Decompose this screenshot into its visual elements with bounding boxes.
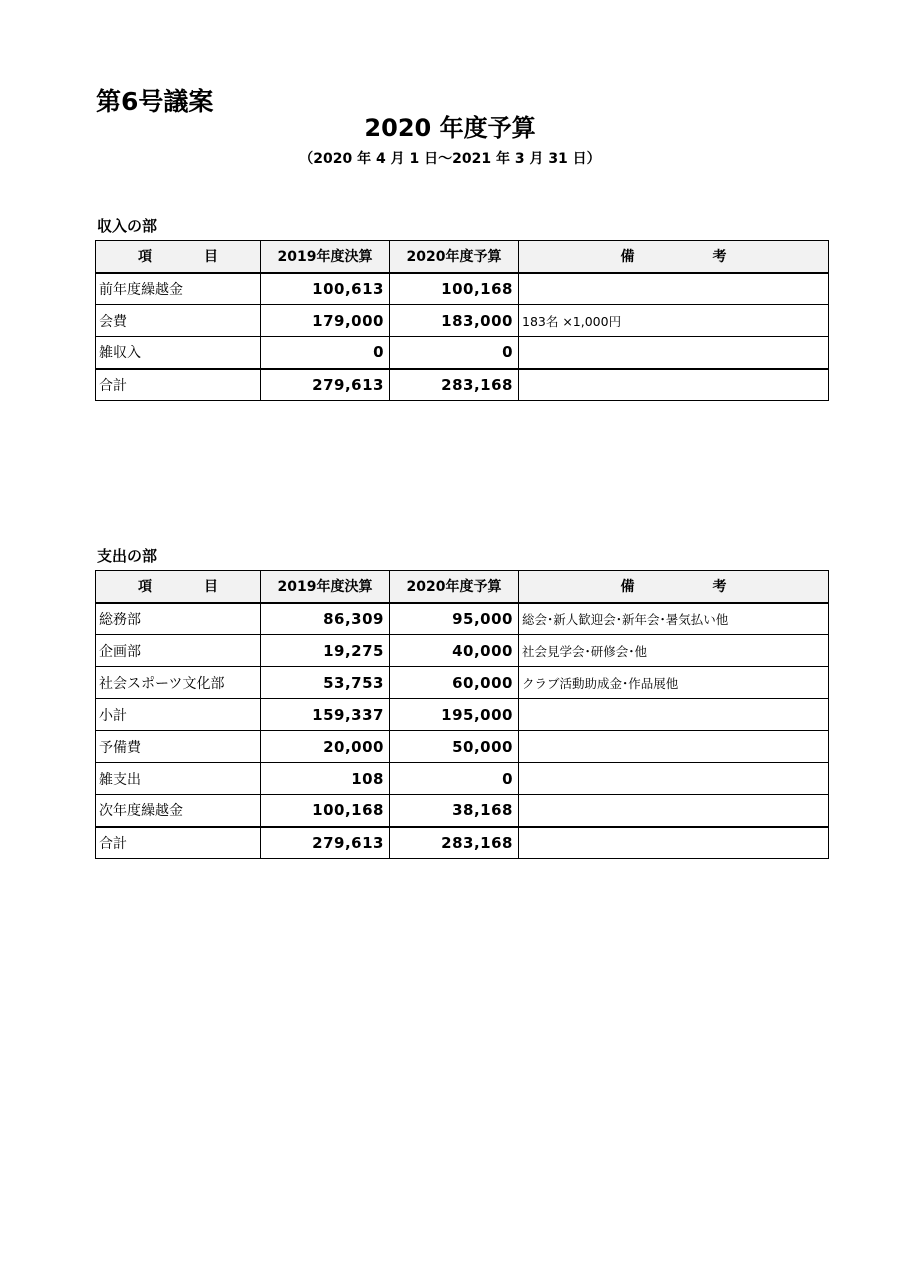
expense-section-title: 支出の部 xyxy=(97,547,158,565)
row-2019-actual: 19,275 xyxy=(261,635,390,667)
total-row xyxy=(96,369,829,401)
header-2020-budget: 2020年度予算 xyxy=(390,571,519,603)
table-row xyxy=(96,763,829,795)
row-item: 予備費 xyxy=(96,731,261,763)
header-remarks xyxy=(519,241,829,273)
row-2020-budget: 283,168 xyxy=(390,369,519,401)
expense-header-row xyxy=(96,571,829,603)
income-header-row xyxy=(96,241,829,273)
row-2020-budget: 40,000 xyxy=(390,635,519,667)
row-2019-actual: 100,168 xyxy=(261,795,390,827)
total-row xyxy=(96,827,829,859)
table-row xyxy=(96,305,829,337)
row-remarks xyxy=(519,763,829,795)
header-item-b: 目 xyxy=(204,579,218,596)
row-2019-actual: 179,000 xyxy=(261,305,390,337)
agenda-number: 第6号議案 xyxy=(96,87,214,116)
row-item: 次年度繰越金 xyxy=(96,795,261,827)
table-row xyxy=(96,795,829,827)
row-2019-actual: 100,613 xyxy=(261,273,390,305)
header-item xyxy=(96,571,261,603)
row-remarks xyxy=(519,337,829,369)
row-2020-budget: 0 xyxy=(390,763,519,795)
header-item-b: 目 xyxy=(204,249,218,266)
table-row xyxy=(96,603,829,635)
table-row xyxy=(96,337,829,369)
row-2020-budget: 38,168 xyxy=(390,795,519,827)
table-row xyxy=(96,273,829,305)
fiscal-period: （2020 年 4 月 1 日～2021 年 3 月 31 日） xyxy=(299,151,601,167)
row-remarks xyxy=(519,273,829,305)
row-2019-actual: 159,337 xyxy=(261,699,390,731)
row-remarks xyxy=(519,731,829,763)
row-2020-budget: 195,000 xyxy=(390,699,519,731)
expense-table xyxy=(95,570,829,859)
row-2019-actual: 108 xyxy=(261,763,390,795)
row-item: 会費 xyxy=(96,305,261,337)
income-table xyxy=(95,240,829,401)
income-section-title: 収入の部 xyxy=(97,217,158,235)
header-remarks-a: 備 xyxy=(620,579,635,596)
row-item: 前年度繰越金 xyxy=(96,273,261,305)
row-remarks: 総会･新人歓迎会･新年会･暑気払い他 xyxy=(519,603,829,635)
row-2020-budget: 50,000 xyxy=(390,731,519,763)
row-2020-budget: 183,000 xyxy=(390,305,519,337)
header-2020-budget: 2020年度予算 xyxy=(390,241,519,273)
row-remarks xyxy=(519,795,829,827)
row-2019-actual: 279,613 xyxy=(261,369,390,401)
row-item: 社会スポーツ文化部 xyxy=(96,667,261,699)
row-2019-actual: 86,309 xyxy=(261,603,390,635)
row-remarks xyxy=(519,369,829,401)
header-remarks xyxy=(519,571,829,603)
header-2019-actual: 2019年度決算 xyxy=(261,241,390,273)
table-row xyxy=(96,731,829,763)
header-item xyxy=(96,241,261,273)
table-row xyxy=(96,667,829,699)
row-item: 総務部 xyxy=(96,603,261,635)
row-remarks xyxy=(519,699,829,731)
row-2020-budget: 0 xyxy=(390,337,519,369)
row-2020-budget: 100,168 xyxy=(390,273,519,305)
row-item: 合計 xyxy=(96,369,261,401)
row-remarks xyxy=(519,827,829,859)
document-title: 2020 年度予算 xyxy=(364,114,536,142)
header-remarks-b: 考 xyxy=(712,579,727,596)
row-item: 雑支出 xyxy=(96,763,261,795)
row-remarks: 社会見学会･研修会･他 xyxy=(519,635,829,667)
table-row xyxy=(96,699,829,731)
row-2020-budget: 283,168 xyxy=(390,827,519,859)
row-2019-actual: 0 xyxy=(261,337,390,369)
row-remarks: 183名 ×1,000円 xyxy=(519,305,829,337)
row-2019-actual: 279,613 xyxy=(261,827,390,859)
row-2020-budget: 95,000 xyxy=(390,603,519,635)
row-2019-actual: 20,000 xyxy=(261,731,390,763)
row-item: 合計 xyxy=(96,827,261,859)
row-item: 雑収入 xyxy=(96,337,261,369)
header-item-a: 項 xyxy=(138,579,152,596)
header-remarks-a: 備 xyxy=(620,249,635,266)
header-item-a: 項 xyxy=(138,249,152,266)
row-item: 企画部 xyxy=(96,635,261,667)
table-row xyxy=(96,635,829,667)
row-2019-actual: 53,753 xyxy=(261,667,390,699)
header-remarks-b: 考 xyxy=(712,249,727,266)
row-remarks: クラブ活動助成金･作品展他 xyxy=(519,667,829,699)
header-2019-actual: 2019年度決算 xyxy=(261,571,390,603)
row-2020-budget: 60,000 xyxy=(390,667,519,699)
row-item: 小計 xyxy=(96,699,261,731)
